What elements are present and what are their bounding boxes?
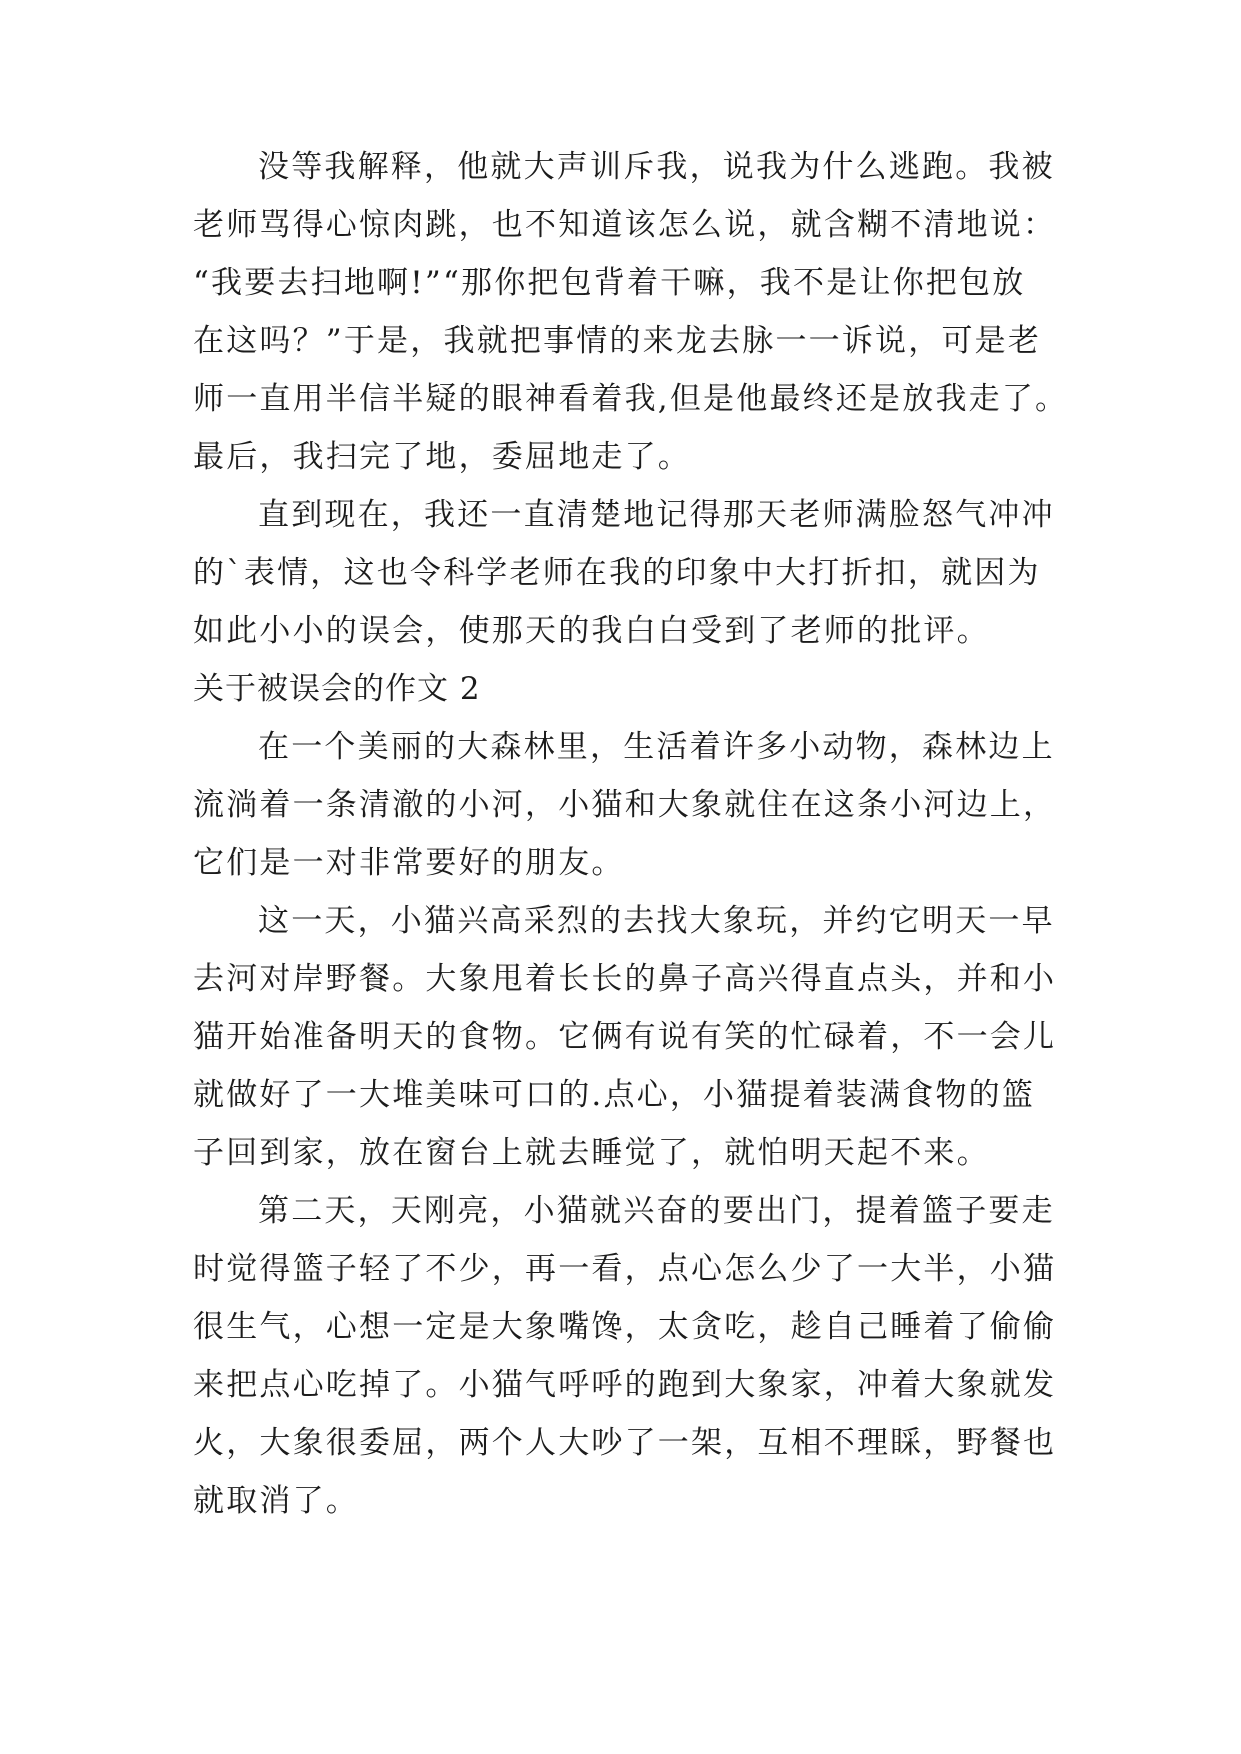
text-line: 在这吗？”于是，我就把事情的来龙去脉一一诉说，可是老 xyxy=(193,323,1042,359)
text-line: 没等我解释，他就大声训斥我，说我为什么逃跑。我被 xyxy=(258,149,1055,185)
text-line: 的`表情，这也令科学老师在我的印象中大打折扣，就因为 xyxy=(193,555,1041,591)
text-line: 时觉得篮子轻了不少，再一看，点心怎么少了一大半，小猫 xyxy=(193,1251,1057,1287)
section-heading: 关于被误会的作文 2 xyxy=(193,671,481,707)
text-line: 这一天，小猫兴高采烈的去找大象玩，并约它明天一早 xyxy=(258,903,1055,939)
text-line: 在一个美丽的大森林里，生活着许多小动物，森林边上 xyxy=(258,729,1055,765)
text-line: 师一直用半信半疑的眼神看着我,但是他最终还是放我走了。 xyxy=(193,381,1069,417)
text-line: 如此小小的误会，使那天的我白白受到了老师的批评。 xyxy=(193,613,990,649)
text-line: 第二天，天刚亮，小猫就兴奋的要出门，提着篮子要走 xyxy=(258,1193,1055,1229)
text-line: 就做好了一大堆美味可口的.点心，小猫提着装满食物的篮 xyxy=(193,1077,1036,1113)
text-line: 流淌着一条清澈的小河，小猫和大象就住在这条小河边上， xyxy=(193,787,1057,823)
text-line: 来把点心吃掉了。小猫气呼呼的跑到大象家，冲着大象就发 xyxy=(193,1367,1057,1403)
text-line: 很生气，心想一定是大象嘴馋，太贪吃，趁自己睡着了偷偷 xyxy=(193,1309,1057,1345)
text-line: 它们是一对非常要好的朋友。 xyxy=(193,845,625,881)
text-line: 就取消了。 xyxy=(193,1483,359,1519)
text-line: 火，大象很委屈，两个人大吵了一架，互相不理睬，野餐也 xyxy=(193,1425,1057,1461)
text-line: 猫开始准备明天的食物。它俩有说有笑的忙碌着，不一会儿 xyxy=(193,1019,1057,1055)
text-line: 最后，我扫完了地，委屈地走了。 xyxy=(193,439,691,475)
text-line: 子回到家，放在窗台上就去睡觉了，就怕明天起不来。 xyxy=(193,1135,990,1171)
text-line: 老师骂得心惊肉跳，也不知道该怎么说，就含糊不清地说： xyxy=(193,207,1057,243)
text-line: 直到现在，我还一直清楚地记得那天老师满脸怒气冲冲 xyxy=(258,497,1055,533)
text-line: 去河对岸野餐。大象甩着长长的鼻子高兴得直点头，并和小 xyxy=(193,961,1057,997)
text-line: “我要去扫地啊!”“那你把包背着干嘛，我不是让你把包放 xyxy=(193,265,1026,301)
